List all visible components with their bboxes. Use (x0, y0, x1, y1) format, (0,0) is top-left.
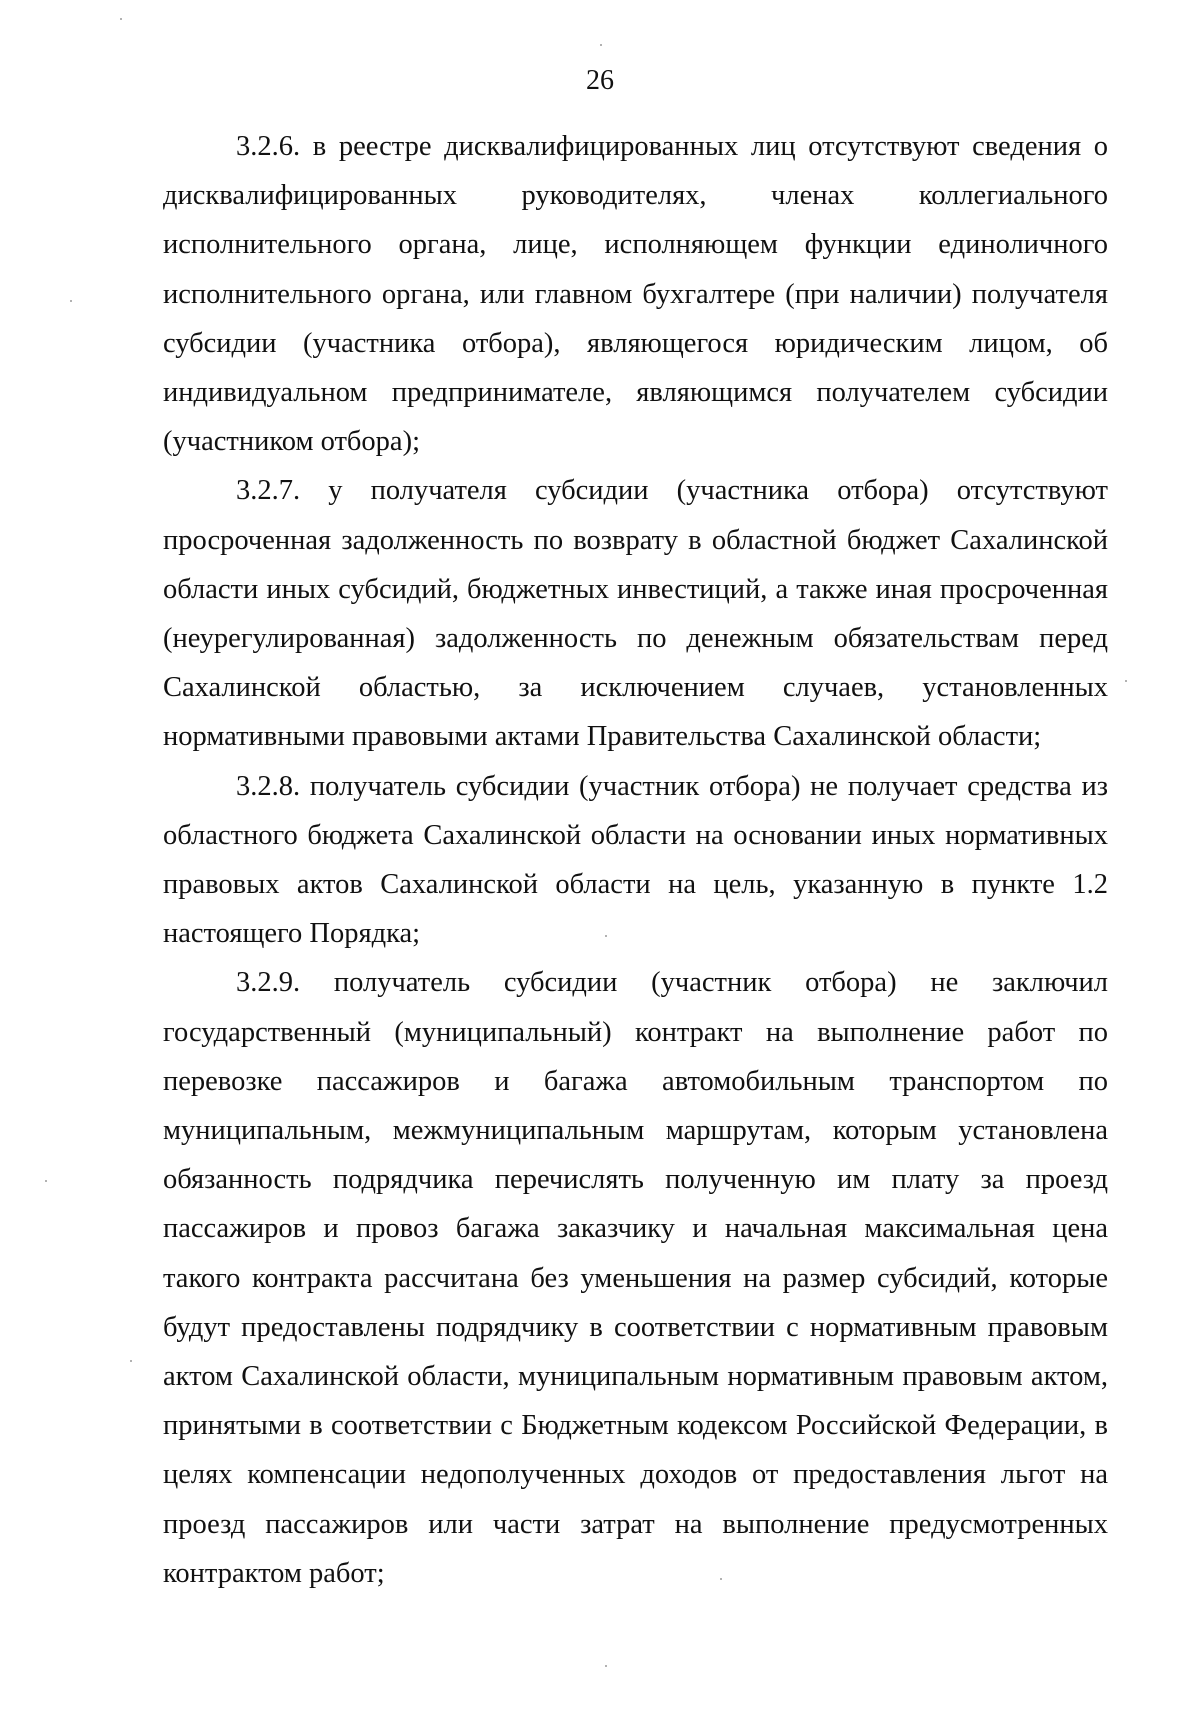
scan-speck (130, 1360, 132, 1362)
scan-speck (605, 1665, 607, 1667)
page-number: 26 (586, 65, 614, 96)
scan-speck (70, 300, 72, 302)
scan-speck (45, 1180, 47, 1182)
scan-speck (720, 1578, 722, 1580)
scan-speck (120, 18, 122, 20)
paragraph-3-2-9: 3.2.9. получатель субсидии (участник отбора) не заключил государственный (муниципальный) контракт на выполнение работ по перевозке пассажиров и багажа автомобильным транспортом по муниципальным, межмуниципальным маршрутам, которым установлена обязанность подрядчика перечислять полученную им плату за проезд пассажиров и провоз багажа заказчику и начальная максимальная цена такого контракта рассчитана без уменьшения на размер субсидий, которые будут предоставлены подрядчику в соответствии с нормативным правовым актом Сахалинской области, муниципальным нормативным правовым актом, принятыми в соответствии с Бюджетным кодексом Российской Федерации, в целях компенсации недополученных доходов от предоставления льгот на проезд пассажиров или части затрат на выполнение предусмотренных контрактом работ; (163, 967, 1108, 1589)
scan-speck (1125, 680, 1127, 682)
document-body (163, 122, 1108, 1598)
scan-speck (600, 44, 602, 46)
scan-speck (605, 935, 607, 937)
paragraph-3-2-7: 3.2.7. у получателя субсидии (участника отбора) отсутствуют просроченная задолженность по возврату в областной бюджет Сахалинской области иных субсидий, бюджетных инвестиций, а также иная просроченная (неурегулированная) задолженность по денежным обязательствам перед Сахалинской областью, за исключением случаев, установленных нормативными правовыми актами Правительства Сахалинской области; (163, 475, 1108, 753)
paragraph-3-2-6: 3.2.6. в реестре дисквалифицированных лиц отсутствуют сведения о дисквалифицированных руководителях, членах коллегиального исполнительного органа, лице, исполняющем функции единоличного исполнительного органа, или главном бухгалтере (при наличии) получателя субсидии (участника отбора), являющегося юридическим лицом, об индивидуальном предпринимателе, являющимся получателем субсидии (участником отбора); (163, 131, 1108, 458)
paragraph-3-2-8: 3.2.8. получатель субсидии (участник отбора) не получает средства из областного бюджета Сахалинской области на основании иных нормативных правовых актов Сахалинской области на цель, указанную в пункте 1.2 настоящего Порядка; (163, 770, 1108, 950)
